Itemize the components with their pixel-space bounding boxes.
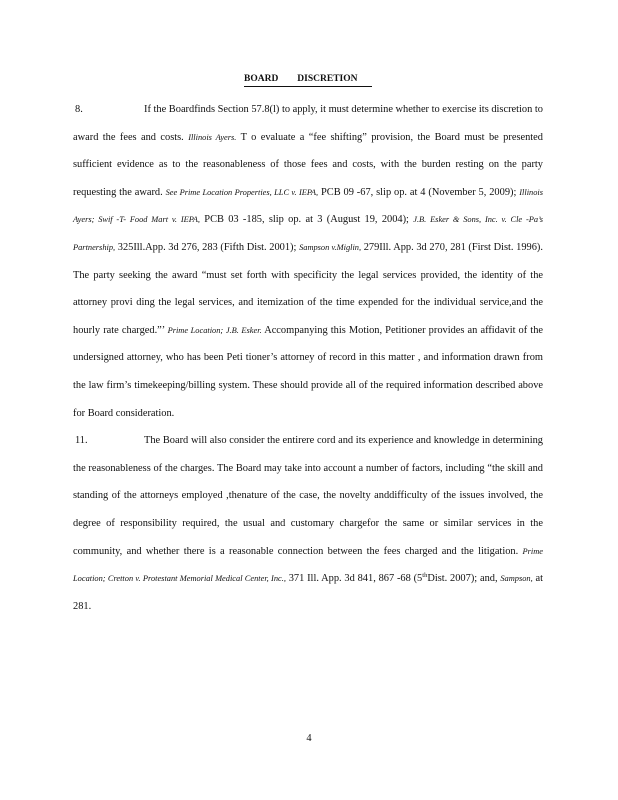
case-citation: Sampson, [500, 574, 533, 584]
paragraph-text: The Board will also consider the entirere cord and its experience and knowledge in determining the reasonableness of the charges. The Board may take into account a number of factors, including “the skill and standing of the attorneys employed ,thenature of the case, the novelty anddifficulty of the issues involved, the degree of responsibility required, the usual and customary chargefor the same or similar services in the community, and whether there is a reasonable connection between the fees charged and the litigation. [73, 435, 543, 557]
document-body [73, 96, 543, 620]
paragraph-text: Dist. 2007); and, [427, 573, 501, 585]
paragraph-text: 279Ill. App. 3d 270, 281 (First Dist. 1996). The party seeking the award “must set forth with specificity the legal services provided, the identity of the attorney provi ding the legal services, and itemization of the time expended for the individual service,and the hourly rate charged.”’ [73, 241, 543, 336]
case-citation: Prime Location; Cretton v. Protestant Memorial Medical Center, Inc., [73, 546, 543, 584]
paragraph-text: 325Ill.App. 3d 276, 283 (Fifth Dist. 2001); [115, 241, 300, 253]
case-citation: Illinois Ayers; Swif -T- Food Mart v. IEPA, [73, 187, 543, 225]
case-citation: See Prime Location Properties, LLC v. IEPA, [165, 187, 319, 197]
paragraph-number: 8. [75, 104, 83, 115]
paragraph-text: PCB 09 -67, slip op. at 4 (November 5, 2009); [318, 186, 520, 198]
case-citation: Illinois Ayers. [188, 132, 237, 142]
paragraph-text: If the Boardfinds Section 57.8(l) to apply, it must determine whether to exercise its discretion to award the fees and costs. [73, 104, 543, 143]
paragraph-text: Accompanying this Motion, Petitioner provides an affidavit of the undersigned attorney, who has been Peti tioner’s attorney of record in this matter , and information drawn from the law firm’s timekeeping/billing system. These should provide all of the required information described above for Board consideration. [73, 324, 544, 419]
paragraph-8 [73, 96, 543, 427]
paragraph-text: at 281. [73, 573, 543, 612]
page-number: 4 [306, 733, 312, 744]
paragraph-11 [73, 427, 543, 620]
paragraph-text: PCB 03 -185, slip op. at 3 (August 19, 2004); [199, 214, 414, 226]
paragraph-text: T o evaluate a “fee shifting” provision, the Board must be presented sufficient evidence as to the reasonableness of those fees and costs, with the burden resting on the party requesting the award. [73, 131, 543, 198]
case-citation: Sampson v.Miglin, [299, 242, 362, 252]
case-citation: Prime Location; J.B. Esker. [167, 325, 262, 335]
paragraph-number: 11. [75, 435, 88, 447]
case-citation: J.B. Esker & Sons, Inc. v. Cle -Pa’s Partnership, [73, 215, 544, 252]
section-heading: BOARD DISCRETION [244, 73, 372, 87]
paragraph-text: 371 Ill. App. 3d 841, 867 -68 (5 [285, 573, 423, 585]
superscript: th [422, 572, 428, 580]
